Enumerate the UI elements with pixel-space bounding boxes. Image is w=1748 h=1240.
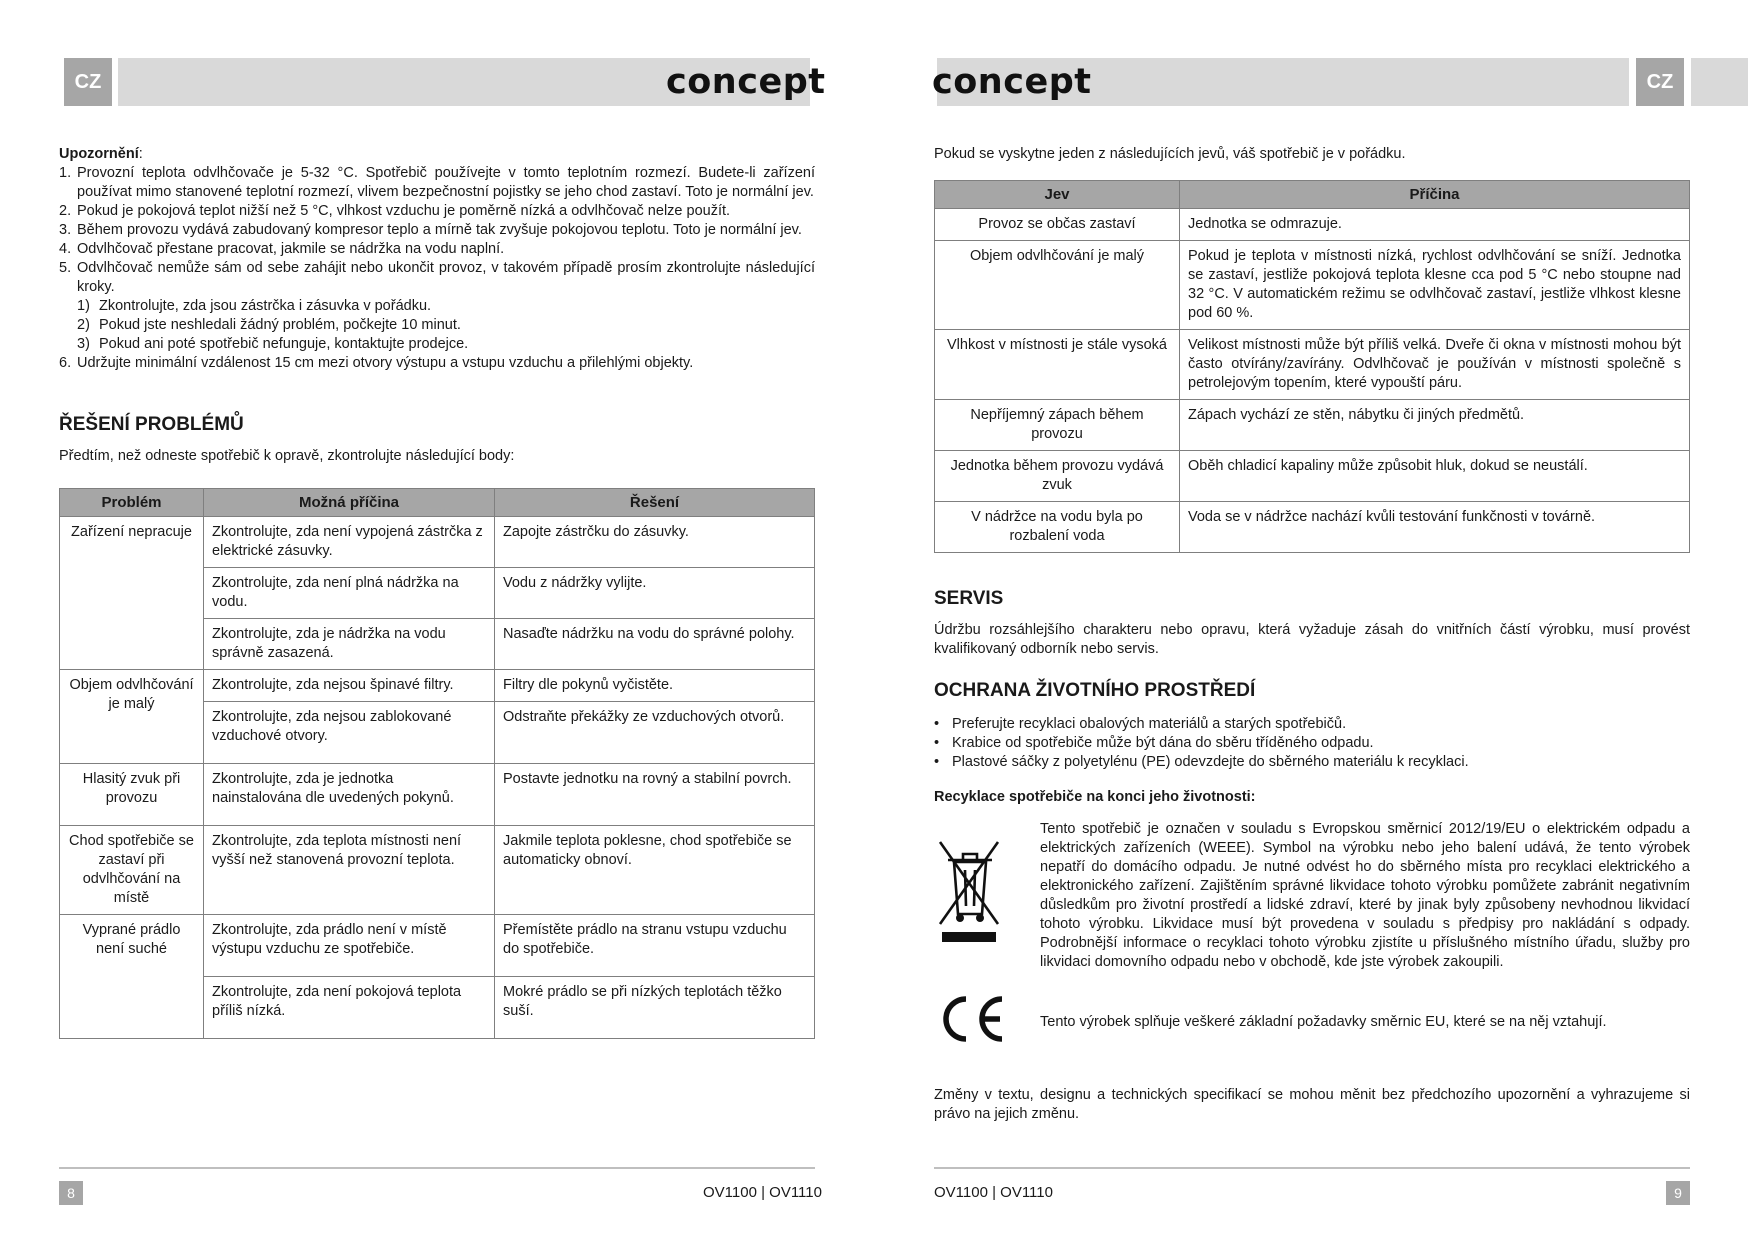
cause-cell: Oběh chladicí kapaliny může způsobit hluk, dokud se neustálí. [1180,451,1690,502]
phenomena-table [934,180,1690,553]
page-number-right: 9 [1666,1181,1690,1205]
ce-text: Tento výrobek splňuje veškeré základní požadavky směrnic EU, které se na něj vztahují. [1040,1013,1607,1030]
note-item: 3. Během provozu vydává zabudovaný kompresor teplo a mírně tak zvyšuje pokojovou teplotu. Toto je normální jev. [59,222,802,238]
recycle-heading: Recyklace spotřebiče na konci jeho životnosti: [934,789,1256,805]
ce-mark-icon [934,994,1040,1050]
table-header-row [935,181,1690,209]
table-row [935,241,1690,330]
column-header: Problém [60,489,204,517]
table-header-row [60,489,815,517]
cause-cell: Jednotka se odmrazuje. [1180,209,1690,241]
problem-cell: Zařízení nepracuje [60,517,204,670]
note-item: 4. Odvlhčovač přestane pracovat, jakmile se nádržka na vodu naplní. [59,241,505,257]
note-item: 5. Odvlhčovač nemůže sám od sebe zahájit nebo ukončit provoz, v takovém případě prosím zkontrolujte následující kroky. [59,260,815,295]
note-item: 2. Pokud je pokojová teplot nižší než 5 °C, vlhkost vzduchu je poměrně nízká a odvlhčovač nelze použít. [59,203,731,219]
solution-cell: Jakmile teplota poklesne, chod spotřebiče se automaticky obnoví. [495,826,815,915]
troubleshoot-table [59,488,815,1039]
footer-line-left [59,1167,815,1169]
table-row [60,517,815,568]
table-row [60,670,815,702]
table-row [935,330,1690,400]
service-heading: SERVIS [934,588,1004,609]
phenomenon-cell: V nádržce na vodu byla po rozbalení voda [935,502,1180,553]
changes-notice: Změny v textu, designu a technických specifikací se mohou měnit bez předchozího upozornění a vyhrazujeme si právo na jejich změnu. [934,1087,1690,1122]
troubleshoot-intro: Předtím, než odneste spotřebič k opravě, zkontrolujte následující body: [59,448,515,464]
weee-bin-icon [934,820,1040,972]
normal-phenomena-intro: Pokud se vyskytne jeden z následujících jevů, váš spotřebič je v pořádku. [934,146,1406,162]
notes-list [59,164,815,297]
table-row [935,400,1690,451]
solution-cell: Zapojte zástrčku do zásuvky. [495,517,815,568]
table-row [60,915,815,977]
solution-cell: Vodu z nádržky vylijte. [495,568,815,619]
problem-cell: Hlasitý zvuk při provozu [60,764,204,826]
cause-cell: Zkontrolujte, zda prádlo není v místě výstupu vzduchu ze spotřebiče. [204,915,495,977]
table-row [60,764,815,826]
service-text: Údržbu rozsáhlejšího charakteru nebo opravu, která vyžaduje zásah do vnitřních částí výrobku, musí provést kvalifikovaný odborník nebo servis. [934,622,1690,657]
cause-cell: Zkontrolujte, zda není vypojená zástrčka z elektrické zásuvky. [204,517,495,568]
cause-cell: Zkontrolujte, zda není pokojová teplota příliš nízká. [204,977,495,1039]
subnote-item: 3) Pokud ani poté spotřebič nefunguje, kontaktujte prodejce. [77,336,469,352]
ce-block [934,994,1690,1050]
problem-cell: Vyprané prádlo není suché [60,915,204,1039]
recycle-block [934,820,1690,972]
table-row [935,209,1690,241]
problem-cell: Chod spotřebiče se zastaví při odvlhčování na místě [60,826,204,915]
cause-cell: Zkontrolujte, zda nejsou špinavé filtry. [204,670,495,702]
cause-cell: Zkontrolujte, zda nejsou zablokované vzduchové otvory. [204,702,495,764]
phenomenon-cell: Objem odvlhčování je malý [935,241,1180,330]
phenomenon-cell: Provoz se občas zastaví [935,209,1180,241]
cause-cell: Zkontrolujte, zda teplota místnosti není vyšší než stanovená provozní teplota. [204,826,495,915]
solution-cell: Nasaďte nádržku na vodu do správné polohy. [495,619,815,670]
phenomenon-cell: Vlhkost v místnosti je stále vysoká [935,330,1180,400]
list-item: • Preferujte recyklaci obalových materiálů a starých spotřebičů. [934,716,1347,732]
list-item: • Krabice od spotřebiče může být dána do sběru tříděného odpadu. [934,735,1374,751]
subnote-item: 1) Zkontrolujte, zda jsou zástrčka i zásuvka v pořádku. [77,298,432,314]
header-bar-edge-right [1691,58,1748,106]
table-row [60,826,815,915]
solution-cell: Filtry dle pokynů vyčistěte. [495,670,815,702]
cause-cell: Zápach vychází ze stěn, nábytku či jiných předmětů. [1180,400,1690,451]
solution-cell: Přemístěte prádlo na stranu vstupu vzduchu do spotřebiče. [495,915,815,977]
footer-line-right [934,1167,1690,1169]
cause-cell: Zkontrolujte, zda je nádržka na vodu správně zasazená. [204,619,495,670]
language-badge-left: CZ [64,58,112,106]
page-left [59,145,815,1039]
problem-cell: Objem odvlhčování je malý [60,670,204,764]
cause-cell: Voda se v nádržce nachází kvůli testování funkčnosti v továrně. [1180,502,1690,553]
troubleshoot-heading: ŘEŠENÍ PROBLÉMŮ [59,414,244,435]
warning-title: Upozornění [59,146,139,162]
column-header: Jev [935,181,1180,209]
model-label-right: OV1100 | OV1110 [934,1184,1053,1201]
warning-block: Upozornění: 1. Provozní teplota odvlhčovače je 5-32 °C. Spotřebič používejte v tomto teplotním rozmezí. Budete-li zařízení používat mimo stanovené teplotní rozmezí, vlivem bezpečnostní pojistky se jeho chod zastaví. Toto je normální jev. 2. Pokud je pokojová teplot nižší než 5 °C, vlhkost vzduchu je poměrně nízká a odvlhčovač nelze použít. 3. Během provozu vydává zabudovaný kompresor teplo a mírně tak zvyšuje pokojovou teplotu. Toto je normální jev. 4. Odvlhčovač přestane pracovat, jakmile se nádržka na vodu naplní. 5. Odvlhčovač nemůže sám od sebe zahájit nebo ukončit provoz, v takovém případě prosím zkontrolujte následující kroky. 1) Zkontrolujte, zda jsou zástrčka i zásuvka v pořádku. 2) Pokud jste neshledali žádný problém, počkejte 10 minut. 3) Pokud ani poté spotřebič nefunguje, kontaktujte prodejce. 6. Udržujte minimální vzdálenost 15 cm mezi otvory výstupu a vstupu vzduchu a přilehlými objekty. [59,146,815,371]
subnote-item: 2) Pokud jste neshledali žádný problém, počkejte 10 minut. [77,317,461,333]
phenomenon-cell: Jednotka během provozu vydává zvuk [935,451,1180,502]
solution-cell: Odstraňte překážky ze vzduchových otvorů. [495,702,815,764]
cause-cell: Zkontrolujte, zda není plná nádržka na vodu. [204,568,495,619]
column-header: Možná příčina [204,489,495,517]
brand-logo-left: concept [666,61,826,102]
page-right [934,145,1690,1124]
cause-cell: Velikost místnosti může být příliš velká. Dveře či okna v místnosti mohou být často otvírány/zavírány. Odvlhčovač je používán v místnosti společně s petrolejovým topením, které vypouští páru. [1180,330,1690,400]
table-row [935,451,1690,502]
page-number-left: 8 [59,1181,83,1205]
note-item: 1. Provozní teplota odvlhčovače je 5-32 °C. Spotřebič používejte v tomto teplotním rozmezí. Budete-li zařízení používat mimo stanovené teplotní rozmezí, vlivem bezpečnostní pojistky se jeho chod zastaví. Toto je normální jev. [59,165,815,200]
recycle-text: Tento spotřebič je označen v souladu s Evropskou směrnicí 2012/19/EU o elektrickém odpadu a elektrických zařízeních (WEEE). Symbol na výrobku nebo jeho balení udává, že tento výrobek nepatří do domácího odpadu. Je nutné odvést ho do sběrného místa pro recyklaci elektrického a elektronického zařízení. Zajištěním správné likvidace tohoto výrobku pomůžete zabránit negativním důsledkům pro životní prostředí a lidské zdraví, které by jinak byly způsobeny nevhodnou likvidací tohoto výrobku. Likvidace musí být provedena v souladu s předpisy pro nakládání s odpady. Podrobnější informace o recyklaci tohoto výrobku zjistíte u příslušného místního úřadu, služby pro likvidaci domovního odpadu nebo v obchodě, kde jste výrobek zakoupili. [1040,821,1690,970]
solution-cell: Mokré prádlo se při nízkých teplotách těžko suší. [495,977,815,1039]
table-row [935,502,1690,553]
language-badge-right: CZ [1636,58,1684,106]
column-header: Řešení [495,489,815,517]
environment-list [934,715,1690,772]
phenomenon-cell: Nepříjemný zápach během provozu [935,400,1180,451]
model-label-left: OV1100 | OV1110 [703,1184,822,1201]
cause-cell: Pokud je teplota v místnosti nízká, rychlost odvlhčování se sníží. Jednotka se zastaví, jestliže pokojová teplota klesne cca pod 5 °C nebo stoupne nad 32 °C. V automatickém režimu se odvlhčovač zastaví, jestliže vlhkost klesne pod 60 %. [1180,241,1690,330]
environment-heading: OCHRANA ŽIVOTNÍHO PROSTŘEDÍ [934,680,1256,701]
list-item: • Plastové sáčky z polyetylénu (PE) odevzdejte do sběrného materiálu k recyklaci. [934,754,1469,770]
column-header: Příčina [1180,181,1690,209]
solution-cell: Postavte jednotku na rovný a stabilní povrch. [495,764,815,826]
brand-logo-right: concept [932,61,1092,102]
note-item: 6. Udržujte minimální vzdálenost 15 cm mezi otvory výstupu a vstupu vzduchu a přilehlými objekty. [59,355,694,371]
cause-cell: Zkontrolujte, zda je jednotka nainstalována dle uvedených pokynů. [204,764,495,826]
